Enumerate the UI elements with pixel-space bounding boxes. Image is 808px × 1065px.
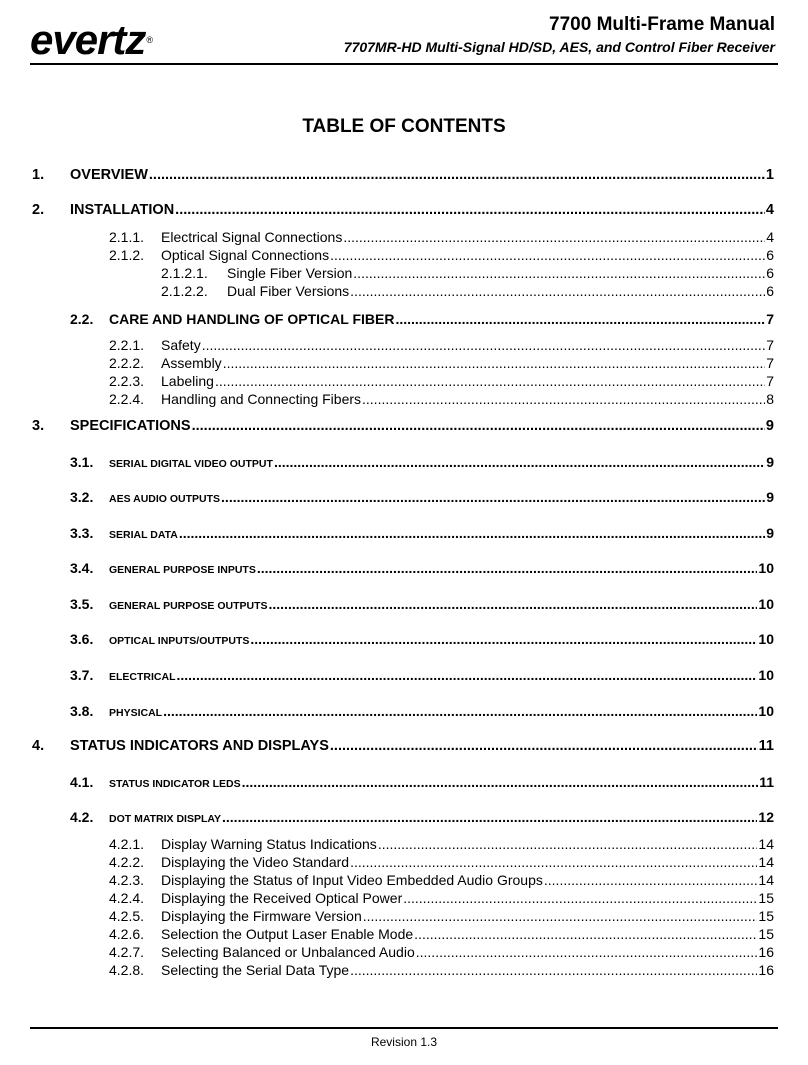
toc-number: 3.4. xyxy=(70,560,94,576)
toc-leader xyxy=(175,202,765,218)
toc-text: PHYSICAL xyxy=(109,707,163,719)
toc-text: Labeling xyxy=(161,373,214,389)
toc-page: 16 xyxy=(758,944,774,960)
toc-text: Optical Signal Connections xyxy=(161,247,330,263)
toc-leader xyxy=(350,962,757,978)
toc-entry[interactable] xyxy=(32,738,774,754)
toc-entry[interactable] xyxy=(70,311,774,327)
toc-number: 3.3. xyxy=(70,525,94,541)
toc-page: 10 xyxy=(758,667,774,683)
toc-number: 2.1.1. xyxy=(109,229,145,245)
toc-number: 2.1.2.2. xyxy=(161,283,208,299)
evertz-logo xyxy=(30,16,152,64)
toc-leader xyxy=(403,890,757,906)
toc-leader xyxy=(350,854,757,870)
toc-entry[interactable] xyxy=(109,962,774,978)
toc-entry[interactable] xyxy=(70,525,774,541)
toc-leader xyxy=(378,836,758,852)
toc-number: 2.2. xyxy=(70,311,94,327)
toc-entry[interactable] xyxy=(32,202,774,218)
toc-entry[interactable] xyxy=(70,596,774,612)
toc-number: 4.2.7. xyxy=(109,944,145,960)
toc-leader xyxy=(414,926,757,942)
manual-subtitle: 7707MR-HD Multi-Signal HD/SD, AES, and Control Fiber Receiver xyxy=(343,39,775,55)
toc-number: 4.1. xyxy=(70,774,94,790)
toc-page: 14 xyxy=(758,872,774,888)
toc-title: TABLE OF CONTENTS xyxy=(302,116,506,137)
toc-entry[interactable] xyxy=(32,418,774,434)
toc-number: 3.2. xyxy=(70,489,94,505)
toc-page: 10 xyxy=(758,596,774,612)
toc-text: SERIAL DIGITAL VIDEO OUTPUT xyxy=(109,458,273,470)
toc-entry[interactable] xyxy=(70,809,774,825)
toc-leader xyxy=(330,738,758,754)
toc-page: 14 xyxy=(758,836,774,852)
toc-leader xyxy=(350,283,765,299)
toc-entry[interactable] xyxy=(109,908,774,924)
toc-page: 6 xyxy=(766,283,774,299)
toc-page: 4 xyxy=(765,202,774,218)
toc-page: 1 xyxy=(765,167,774,183)
toc-entry[interactable] xyxy=(70,774,774,790)
toc-leader xyxy=(274,454,765,470)
registered-mark: ® xyxy=(146,35,153,45)
toc-entry[interactable] xyxy=(161,265,774,281)
toc-leader xyxy=(343,229,765,245)
toc-page: 16 xyxy=(758,962,774,978)
toc-leader xyxy=(416,944,758,960)
toc-text: Assembly xyxy=(161,355,222,371)
toc-page: 10 xyxy=(758,560,774,576)
toc-leader xyxy=(163,703,757,719)
toc-number: 4. xyxy=(32,738,45,754)
toc-number: 2. xyxy=(32,202,45,218)
toc-text: Display Warning Status Indications xyxy=(161,836,377,852)
toc-number: 2.2.4. xyxy=(109,391,145,407)
toc-entry[interactable] xyxy=(109,944,774,960)
footer-rule xyxy=(30,1027,778,1029)
toc-number: 4.2.6. xyxy=(109,926,145,942)
toc-page: 14 xyxy=(758,854,774,870)
toc-entry[interactable] xyxy=(109,890,774,906)
toc-leader xyxy=(544,872,758,888)
header-rule xyxy=(30,63,778,65)
toc-page: 4 xyxy=(766,229,774,245)
toc-leader xyxy=(362,391,765,407)
toc-entry[interactable] xyxy=(109,355,774,371)
toc-entry[interactable] xyxy=(70,631,774,647)
toc-number: 4.2.5. xyxy=(109,908,145,924)
toc-text: OVERVIEW xyxy=(70,167,148,183)
toc-page: 7 xyxy=(766,311,774,327)
toc-leader xyxy=(363,908,758,924)
logo-text: evertz xyxy=(30,16,146,63)
toc-number: 3.5. xyxy=(70,596,94,612)
toc-entry[interactable] xyxy=(109,854,774,870)
toc-page: 6 xyxy=(766,247,774,263)
toc-text: Selecting Balanced or Unbalanced Audio xyxy=(161,944,415,960)
toc-page: 7 xyxy=(766,355,774,371)
toc-entry[interactable] xyxy=(109,229,774,245)
toc-entry[interactable] xyxy=(109,373,774,389)
toc-leader xyxy=(395,311,765,327)
toc-text: STATUS INDICATOR LEDS xyxy=(109,778,241,790)
toc-number: 4.2.1. xyxy=(109,836,145,852)
toc-entry[interactable] xyxy=(161,283,774,299)
toc-text: Electrical Signal Connections xyxy=(161,229,343,245)
toc-text: Single Fiber Version xyxy=(227,265,353,281)
toc-text: Selection the Output Laser Enable Mode xyxy=(161,926,414,942)
toc-number: 4.2.3. xyxy=(109,872,145,888)
toc-entry[interactable] xyxy=(32,167,774,183)
toc-number: 3.6. xyxy=(70,631,94,647)
toc-entry[interactable] xyxy=(70,489,774,505)
toc-leader xyxy=(177,667,758,683)
toc-text: SPECIFICATIONS xyxy=(70,418,191,434)
toc-page: 11 xyxy=(759,774,774,790)
toc-leader xyxy=(242,774,759,790)
toc-text: SERIAL DATA xyxy=(109,529,178,541)
toc-text: OPTICAL INPUTS/OUTPUTS xyxy=(109,635,250,647)
toc-number: 2.2.3. xyxy=(109,373,145,389)
toc-page: 11 xyxy=(758,738,774,754)
toc-leader xyxy=(202,337,766,353)
toc-text: Displaying the Status of Input Video Embedded Audio Groups xyxy=(161,872,543,888)
toc-page: 10 xyxy=(758,703,774,719)
toc-number: 4.2.4. xyxy=(109,890,145,906)
toc-text: GENERAL PURPOSE INPUTS xyxy=(109,564,256,576)
toc-text: DOT MATRIX DISPLAY xyxy=(109,813,222,825)
toc-number: 2.1.2.1. xyxy=(161,265,208,281)
toc-leader xyxy=(257,560,758,576)
toc-page: 12 xyxy=(758,809,774,825)
toc-page: 15 xyxy=(758,890,774,906)
toc-number: 4.2. xyxy=(70,809,94,825)
toc-entry[interactable] xyxy=(70,703,774,719)
toc-text: STATUS INDICATORS AND DISPLAYS xyxy=(70,738,329,754)
toc-number: 2.2.1. xyxy=(109,337,145,353)
toc-leader xyxy=(215,373,765,389)
toc-number: 4.2.2. xyxy=(109,854,145,870)
toc-page: 15 xyxy=(758,926,774,942)
toc-leader xyxy=(149,167,765,183)
toc-page: 10 xyxy=(758,631,774,647)
toc-page: 6 xyxy=(766,265,774,281)
toc-number: 1. xyxy=(32,167,45,183)
toc-leader xyxy=(222,809,757,825)
toc-text: Handling and Connecting Fibers xyxy=(161,391,362,407)
toc-entry[interactable] xyxy=(109,337,774,353)
toc-entry[interactable] xyxy=(70,454,774,470)
toc-text: Displaying the Video Standard xyxy=(161,854,350,870)
toc-page: 7 xyxy=(766,337,774,353)
toc-page: 15 xyxy=(758,908,774,924)
toc-number: 3. xyxy=(32,418,45,434)
manual-title: 7700 Multi-Frame Manual xyxy=(549,14,775,35)
toc-page: 9 xyxy=(766,454,774,470)
toc-page: 9 xyxy=(766,525,774,541)
toc-text: GENERAL PURPOSE OUTPUTS xyxy=(109,600,268,612)
toc-text: CARE AND HANDLING OF OPTICAL FIBER xyxy=(109,311,395,327)
toc-page: 9 xyxy=(765,418,774,434)
toc-text: Dual Fiber Versions xyxy=(227,283,350,299)
toc-number: 2.1.2. xyxy=(109,247,145,263)
toc-text: Selecting the Serial Data Type xyxy=(161,962,350,978)
toc-number: 2.2.2. xyxy=(109,355,145,371)
toc-leader xyxy=(250,631,757,647)
toc-page: 7 xyxy=(766,373,774,389)
toc-leader xyxy=(269,596,758,612)
toc-page: 9 xyxy=(766,489,774,505)
toc-leader xyxy=(330,247,765,263)
toc-leader xyxy=(179,525,765,541)
toc-text: ELECTRICAL xyxy=(109,671,176,683)
toc-text: INSTALLATION xyxy=(70,202,175,218)
toc-number: 3.7. xyxy=(70,667,94,683)
toc-number: 3.8. xyxy=(70,703,94,719)
toc-leader xyxy=(221,489,765,505)
toc-leader xyxy=(353,265,765,281)
footer-revision: Revision 1.3 xyxy=(370,1035,438,1049)
toc-entry[interactable] xyxy=(109,247,774,263)
toc-entry[interactable] xyxy=(109,872,774,888)
toc-entry[interactable] xyxy=(109,926,774,942)
toc-number: 4.2.8. xyxy=(109,962,145,978)
toc-entry[interactable] xyxy=(109,836,774,852)
toc-text: Displaying the Received Optical Power xyxy=(161,890,403,906)
toc-text: Safety xyxy=(161,337,201,353)
toc-entry[interactable] xyxy=(109,391,774,407)
toc-page: 8 xyxy=(766,391,774,407)
toc-number: 3.1. xyxy=(70,454,94,470)
toc-leader xyxy=(223,355,766,371)
toc-entry[interactable] xyxy=(70,667,774,683)
toc-text: AES AUDIO OUTPUTS xyxy=(109,493,221,505)
toc-entry[interactable] xyxy=(70,560,774,576)
toc-text: Displaying the Firmware Version xyxy=(161,908,362,924)
toc-leader xyxy=(192,418,765,434)
